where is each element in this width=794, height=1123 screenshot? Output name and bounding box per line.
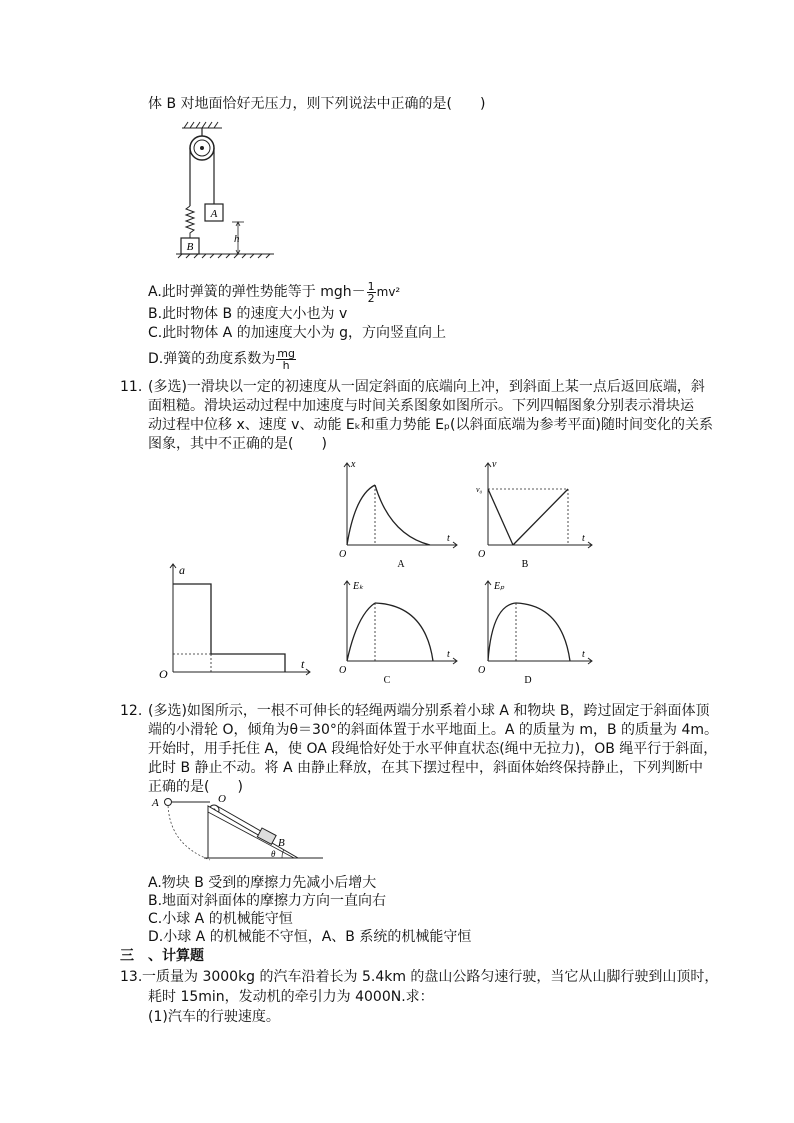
q12-label-B: B: [278, 837, 285, 849]
q10-option-D-frac-num: mg: [277, 346, 295, 360]
q11-line-2: 面粗糙。滑块运动过程中加速度与时间关系图象如图所示。下列四幅图象分别表示滑块运: [148, 398, 694, 414]
graph-B-xlabel: t: [582, 533, 585, 544]
q12-line-1: (多选)如图所示，一根不可伸长的轻绳两端分别系着小球 A 和物块 B，跨过固定于斜面体顶: [148, 703, 710, 719]
graph-C-origin: O: [339, 665, 347, 676]
q12-option-C: C.小球 A 的机械能守恒: [148, 911, 293, 927]
q11-number: 11.: [120, 379, 143, 395]
q10-option-A-frac-den: 2: [367, 291, 375, 305]
graph-A-ylabel: x: [351, 459, 356, 470]
graph-C-xlabel: t: [447, 649, 450, 660]
q10-option-A-frac-num: 1: [367, 279, 375, 293]
label-A: A: [210, 208, 218, 220]
q10-option-D-fraction: [276, 348, 296, 371]
graph-D: [470, 575, 600, 690]
q12-line-4: 此时 B 静止不动。将 A 由静止释放，在其下摆过程中，斜面体始终保持静止，下列判断中: [148, 760, 703, 776]
graph-C-caption: C: [383, 675, 391, 686]
q10-option-D: [148, 345, 297, 373]
graph-C: [335, 575, 465, 690]
q12-label-O: O: [218, 794, 226, 805]
q10-figure: [170, 118, 290, 268]
graph-B: [470, 455, 600, 570]
q11-line-3: 动过程中位移 x、速度 v、动能 Eₖ和重力势能 Eₚ(以斜面底端为参考平面)随时间变化的关系: [148, 417, 713, 433]
graph-B-v0: v₀: [476, 485, 483, 494]
q13-line-2: 耗时 15min，发动机的牵引力为 4000N.求：: [148, 989, 434, 1005]
graph-A-xlabel: t: [447, 533, 450, 544]
ceiling-hatch: [182, 122, 222, 128]
q10-stem-tail: 体 B 对地面恰好无压力，则下列说法中正确的是( ): [148, 96, 486, 112]
graph-D-origin: O: [478, 665, 486, 676]
q12-number: 12.: [120, 703, 143, 719]
graph-D-caption: D: [524, 675, 532, 686]
q11-line-1: (多选)一滑块以一定的初速度从一固定斜面的底端向上冲，到斜面上某一点后返回底端，斜: [148, 379, 705, 395]
q10-option-C: C.此时物体 A 的加速度大小为 g，方向竖直向上: [148, 325, 447, 341]
q12-line-5: 正确的是( ): [148, 779, 243, 795]
q10-option-A-suffix: mv²: [376, 285, 401, 299]
graph-accel-origin: O: [159, 667, 168, 681]
q12-label-theta: θ: [271, 849, 276, 859]
q10-option-A: [148, 278, 400, 306]
ball-A: [165, 799, 172, 806]
q10-option-D-prefix: D.弹簧的劲度系数为: [148, 351, 276, 367]
q10-option-A-prefix: A.此时弹簧的弹性势能等于 mgh－: [148, 284, 366, 300]
q12-line-3: 开始时，用手托住 A，使 OA 段绳恰好处于水平伸直状态(绳中无拉力)，OB 绳平行于斜面，: [148, 741, 718, 757]
q10-option-B: B.此时物体 B 的速度大小也为 v: [148, 306, 348, 322]
graph-accel-xlabel: t: [301, 657, 305, 671]
q13-line-3: (1)汽车的行驶速度。: [148, 1009, 280, 1025]
graph-C-ylabel: Eₖ: [353, 581, 364, 592]
q12-figure: [148, 794, 338, 872]
graph-A: [335, 455, 465, 570]
graph-A-origin: O: [339, 549, 347, 560]
q12-option-D: D.小球 A 的机械能不守恒，A、B 系统的机械能守恒: [148, 929, 472, 945]
graph-B-origin: O: [478, 549, 486, 560]
graph-D-ylabel: Eₚ: [494, 581, 505, 592]
q12-option-A: A.物块 B 受到的摩擦力先减小后增大: [148, 875, 377, 891]
ground: [176, 254, 274, 258]
label-B: B: [186, 241, 194, 253]
graph-accel-ylabel: a: [179, 563, 185, 577]
section-title: 三 、计算题: [120, 948, 204, 964]
graph-B-ylabel: v: [492, 459, 497, 470]
q12-label-A: A: [152, 797, 159, 809]
q11-line-4: 图象，其中不正确的是( ): [148, 436, 327, 452]
incline: [208, 806, 298, 858]
q13-number: 13.: [120, 969, 143, 985]
graph-B-caption: B: [521, 559, 529, 570]
q10-option-A-fraction: [367, 281, 376, 304]
graph-A-caption: A: [397, 559, 405, 570]
label-h: h: [234, 233, 240, 245]
spring: [186, 206, 194, 238]
q13-line-1: 一质量为 3000kg 的汽车沿着长为 5.4km 的盘山公路匀速行驶，当它从山脚行驶到山顶时，: [142, 969, 719, 985]
graph-D-xlabel: t: [582, 649, 585, 660]
q10-option-D-frac-den: h: [282, 358, 290, 372]
q12-option-B: B.地面对斜面体的摩擦力方向一直向右: [148, 893, 387, 909]
graph-accel: [155, 560, 325, 690]
q12-line-2: 端的小滑轮 O，倾角为θ＝30°的斜面体置于水平地面上。A 的质量为 m，B 的质量为 4m。: [148, 722, 719, 738]
